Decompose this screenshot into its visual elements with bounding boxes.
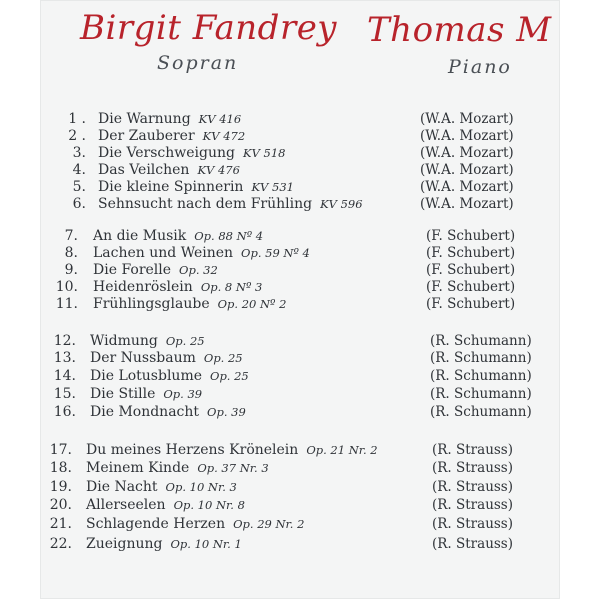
- track-title: [93, 279, 262, 295]
- track-composer: (R. Strauss): [432, 516, 514, 532]
- track-row: [0, 162, 560, 180]
- track-number: 12.: [53, 333, 76, 349]
- track-composer: (R. Strauss): [432, 497, 514, 513]
- track-number: 20.: [49, 497, 72, 513]
- track-title: [90, 386, 202, 402]
- track-row: [0, 262, 560, 280]
- track-title-text: Lachen und Weinen: [93, 245, 234, 261]
- track-number: 10.: [55, 279, 78, 295]
- track-composer: (R. Strauss): [432, 536, 514, 552]
- track-opus: KV 416: [198, 112, 242, 126]
- track-composer: (R. Strauss): [432, 442, 514, 458]
- track-title: [93, 262, 218, 278]
- track-title: [90, 368, 249, 384]
- artist2-name: Thomas M: [367, 10, 552, 50]
- track-opus: Op. 21 Nr. 2: [306, 443, 378, 457]
- track-number: 17.: [49, 442, 72, 458]
- track-opus: Op. 39: [163, 387, 203, 401]
- track-title: [86, 442, 378, 458]
- track-row: [0, 516, 560, 534]
- track-title-text: Sehnsucht nach dem Frühling: [98, 196, 313, 212]
- track-composer: (W.A. Mozart): [420, 179, 514, 195]
- track-title: [93, 296, 286, 312]
- track-title: [86, 536, 242, 552]
- track-title-text: Frühlingsglaube: [93, 296, 210, 312]
- track-row: [0, 228, 560, 246]
- track-opus: Op. 39: [207, 405, 246, 419]
- track-row: [0, 404, 560, 422]
- track-opus: Op. 88 Nº 4: [194, 229, 264, 243]
- track-number: 22.: [49, 536, 72, 552]
- track-composer: (F. Schubert): [426, 296, 516, 312]
- track-opus: Op. 29 Nr. 2: [233, 517, 305, 531]
- track-title: [98, 179, 294, 195]
- track-title-text: Die Stille: [90, 386, 156, 402]
- track-opus: Op. 20 Nº 2: [217, 297, 287, 311]
- track-composer: (F. Schubert): [426, 279, 516, 295]
- track-composer: (R. Schumann): [430, 368, 532, 384]
- track-title-text: Der Nussbaum: [90, 350, 196, 366]
- track-opus: KV 472: [202, 129, 246, 143]
- track-number: 2 .: [68, 128, 86, 144]
- track-composer: (F. Schubert): [426, 228, 516, 244]
- track-opus: Op. 10 Nr. 3: [165, 480, 237, 494]
- track-title: [98, 128, 245, 144]
- track-title-text: Zueignung: [86, 536, 163, 552]
- track-opus: Op. 25: [165, 334, 205, 348]
- track-opus: KV 531: [251, 180, 294, 194]
- track-title: [86, 497, 245, 513]
- track-title-text: Die Warnung: [98, 111, 191, 127]
- track-opus: KV 596: [320, 197, 363, 211]
- artist1-role: Sopran: [157, 52, 239, 74]
- track-title-text: Der Zauberer: [98, 128, 195, 144]
- track-title-text: Die Nacht: [86, 479, 158, 495]
- track-number: 7.: [64, 228, 78, 244]
- track-row: [0, 460, 560, 478]
- track-row: [0, 350, 560, 368]
- track-composer: (W.A. Mozart): [420, 196, 514, 212]
- track-title: [90, 404, 246, 420]
- background-right-edge: [572, 0, 600, 599]
- track-opus: Op. 25: [210, 369, 249, 383]
- track-number: 21.: [49, 516, 72, 532]
- track-title: [93, 228, 263, 244]
- track-composer: (W.A. Mozart): [420, 162, 514, 178]
- track-row: [0, 279, 560, 297]
- artist1-name: Birgit Fandrey: [80, 8, 338, 48]
- track-title-text: Du meines Herzens Krönelein: [86, 442, 299, 458]
- track-title: [98, 162, 240, 178]
- track-title-text: Widmung: [90, 333, 158, 349]
- track-number: 16.: [53, 404, 76, 420]
- track-number: 19.: [49, 479, 72, 495]
- track-row: [0, 386, 560, 404]
- track-opus: Op. 32: [179, 263, 218, 277]
- track-number: 5.: [72, 179, 86, 195]
- track-title: [86, 516, 304, 532]
- track-number: 4.: [72, 162, 86, 178]
- track-number: 15.: [53, 386, 76, 402]
- track-row: [0, 196, 560, 214]
- track-title: [98, 196, 363, 212]
- track-row: [0, 333, 560, 351]
- track-title-text: Die kleine Spinnerin: [98, 179, 244, 195]
- track-composer: (W.A. Mozart): [420, 145, 514, 161]
- track-opus: Op. 10 Nr. 1: [170, 537, 242, 551]
- track-title: [86, 479, 237, 495]
- track-number: 11.: [55, 296, 78, 312]
- track-number: 14.: [53, 368, 76, 384]
- track-title-text: Allerseelen: [86, 497, 166, 513]
- track-row: [0, 368, 560, 386]
- track-row: [0, 536, 560, 554]
- track-title: [98, 111, 241, 127]
- track-composer: (W.A. Mozart): [420, 128, 514, 144]
- track-number: 8.: [64, 245, 78, 261]
- track-title: [86, 460, 269, 476]
- track-title-text: Die Lotusblume: [90, 368, 203, 384]
- track-opus: Op. 10 Nr. 8: [173, 498, 245, 512]
- track-composer: (R. Strauss): [432, 479, 514, 495]
- track-title-text: Heidenröslein: [93, 279, 193, 295]
- track-opus: Op. 37 Nr. 3: [197, 461, 269, 475]
- artist2-role: Piano: [448, 56, 512, 78]
- track-number: 13.: [53, 350, 76, 366]
- track-number: 1 .: [68, 111, 86, 127]
- track-composer: (R. Schumann): [430, 386, 532, 402]
- track-title-text: Die Forelle: [93, 262, 172, 278]
- track-row: [0, 479, 560, 497]
- track-opus: KV 476: [197, 163, 240, 177]
- track-opus: Op. 8 Nº 3: [200, 280, 263, 294]
- track-opus: KV 518: [243, 146, 286, 160]
- track-row: [0, 442, 560, 460]
- track-number: 6.: [72, 196, 86, 212]
- track-composer: (W.A. Mozart): [420, 111, 514, 127]
- track-row: [0, 497, 560, 515]
- track-composer: (R. Strauss): [432, 460, 514, 476]
- track-title-text: Die Mondnacht: [90, 404, 200, 420]
- track-composer: (F. Schubert): [426, 262, 516, 278]
- track-title: [98, 145, 286, 161]
- track-title-text: Schlagende Herzen: [86, 516, 226, 532]
- track-row: [0, 128, 560, 146]
- track-number: 9.: [64, 262, 78, 278]
- track-title: [93, 245, 310, 261]
- track-composer: (F. Schubert): [426, 245, 516, 261]
- track-number: 18.: [49, 460, 72, 476]
- track-row: [0, 111, 560, 129]
- track-title-text: Die Verschweigung: [98, 145, 235, 161]
- track-title: [90, 333, 205, 349]
- track-opus: Op. 25: [203, 351, 243, 365]
- track-row: [0, 245, 560, 263]
- track-composer: (R. Schumann): [430, 350, 532, 366]
- track-title-text: An die Musik: [93, 228, 187, 244]
- track-row: [0, 145, 560, 163]
- track-composer: (R. Schumann): [430, 404, 532, 420]
- track-row: [0, 296, 560, 314]
- track-title-text: Meinem Kinde: [86, 460, 190, 476]
- track-title-text: Das Veilchen: [98, 162, 190, 178]
- track-row: [0, 179, 560, 197]
- track-title: [90, 350, 243, 366]
- track-opus: Op. 59 Nº 4: [241, 246, 310, 260]
- track-number: 3.: [72, 145, 86, 161]
- track-composer: (R. Schumann): [430, 333, 532, 349]
